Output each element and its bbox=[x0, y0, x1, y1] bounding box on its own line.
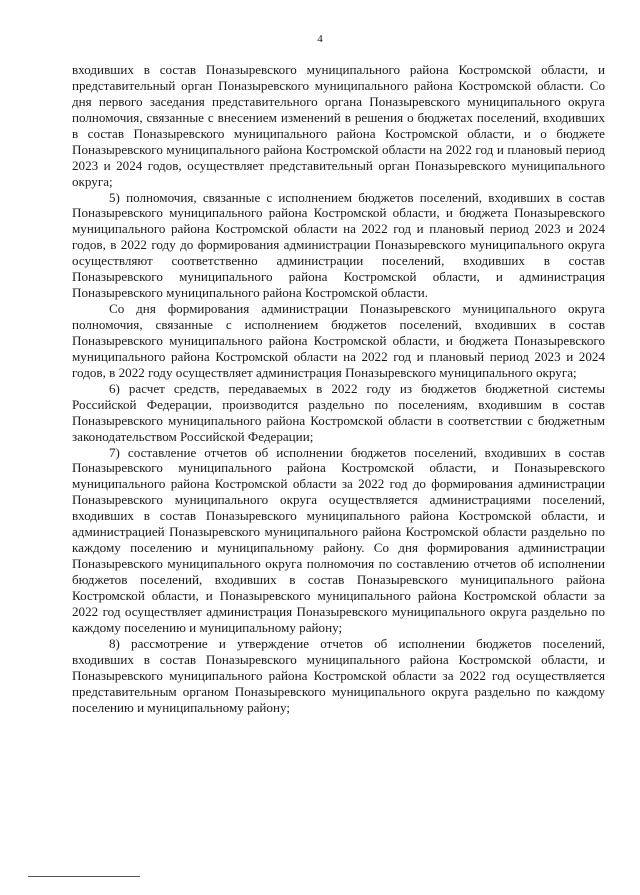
footer-rule bbox=[28, 876, 140, 877]
paragraph-item-8: 8) рассмотрение и утверждение отчетов об исполнении бюджетов поселений, входивших в состав Поназыревского муниципального района Костромской области, и Поназыревского муниципального района Костромской области за 2022 год осуществляется представительным органом Поназыревского муниципального округа раздельно по каждому поселению и муниципальному району; bbox=[72, 635, 605, 715]
paragraph-item-5-continued: Со дня формирования администрации Поназыревского муниципального округа полномочия, связанные с исполнением бюджетов поселений, входивших в состав Поназыревского муниципального района Костромской области, и бюджета Поназыревского муниципального района Костромской области на 2022 год и плановый период 2023 и 2024 годов, в 2022 году осуществляет администрация Поназыревского муниципального округа; bbox=[72, 301, 605, 380]
paragraph-continuation: входивших в состав Поназыревского муниципального района Костромской области, и представительный орган Поназыревского муниципального района Костромской области. Со дня первого заседания представительного органа Поназыревского муниципального округа полномочия, связанные с внесением изменений в решения о бюджетах поселений, входивших в состав Поназыревского муниципального района Костромской области, и о бюджете Поназыревского муниципального района Костромской области на 2022 год и плановый период 2023 и 2024 годов, осуществляет представительный орган Поназыревского муниципального округа; bbox=[72, 62, 605, 189]
paragraph-item-5: 5) полномочия, связанные с исполнением бюджетов поселений, входивших в состав Поназыревского муниципального района Костромской области, и бюджета Поназыревского муниципального района Костромской области на 2022 год и плановый период 2023 и 2024 годов, в 2022 году до формирования администрации Поназыревского муниципального округа осуществляют соответственно администрации поселений, входивших в состав Поназыревского муниципального района Костромской области, и администрация Поназыревского муниципального района Костромской области. bbox=[72, 189, 605, 301]
paragraph-item-7: 7) составление отчетов об исполнении бюджетов поселений, входивших в состав Поназыревского муниципального района Костромской области, и Поназыревского муниципального района Костромской области за 2022 год до формирования администрации Поназыревского муниципального округа осуществляется администрациями поселений, входивших в состав Поназыревского муниципального района Костромской области, и администрацией Поназыревского муниципального района Костромской области раздельно по каждому поселению и муниципальному району. Со дня формирования администрации Поназыревского муниципального округа полномочия по составлению отчетов об исполнении бюджетов поселений, входивших в состав Поназыревского муниципального района Костромской области, и Поназыревского муниципального района Костромской области за 2022 год осуществляет администрация Поназыревского муниципального округа раздельно по каждому поселению и муниципальному району; bbox=[72, 444, 605, 635]
page-number: 4 bbox=[317, 33, 323, 45]
paragraph-item-6: 6) расчет средств, передаваемых в 2022 году из бюджетов бюджетной системы Российской Федерации, производится раздельно по поселениям, входившим в состав Поназыревского муниципального района Костромской области в соответствии с бюджетным законодательством Российской Федерации; bbox=[72, 380, 605, 444]
document-body bbox=[72, 62, 605, 715]
